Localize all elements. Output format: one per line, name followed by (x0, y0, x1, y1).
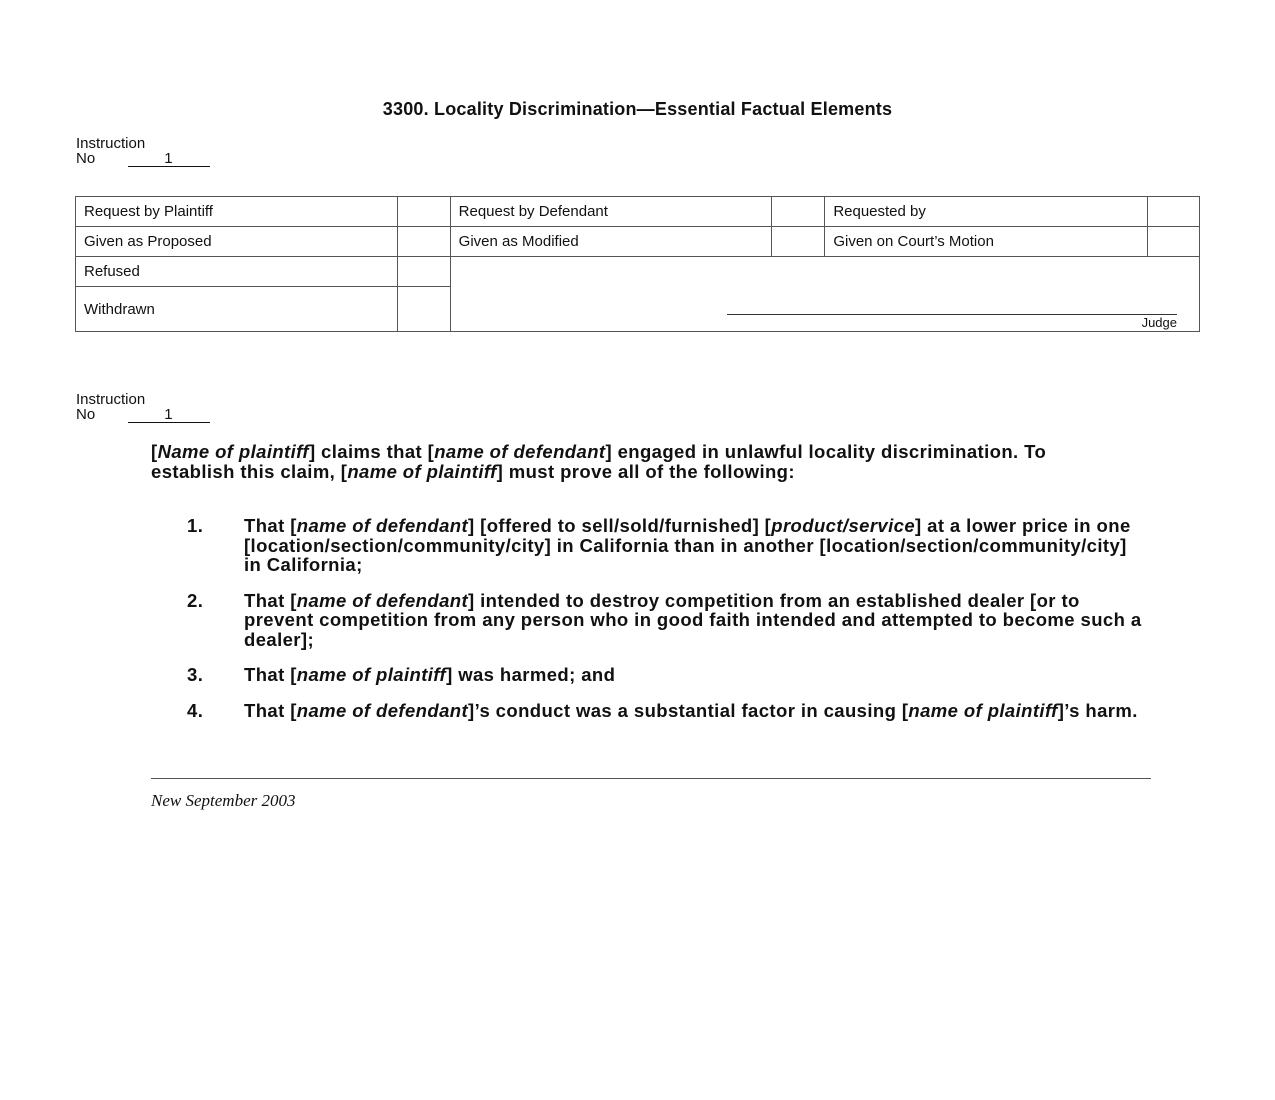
item-placeholder: name of defendant (296, 515, 469, 536)
intro-text: ] must prove all of the following: (496, 460, 795, 482)
item-text-part: ] intended to destroy competition from an established dealer [or to prevent competition from any person who in good faith intended and attempted to become such a dealer]; (244, 589, 1142, 650)
item-text (244, 516, 1147, 575)
item-text (244, 701, 1147, 721)
list-item (187, 591, 1147, 650)
instruction-number-value: 1 (128, 152, 210, 167)
item-text-part: ]’s conduct was a substantial factor in causing [ (468, 699, 909, 721)
item-text (244, 665, 1147, 685)
refused-box[interactable] (397, 257, 450, 287)
intro-text: ] claims that [ (308, 441, 435, 462)
elements-list (187, 516, 1147, 736)
judge-signature-area (450, 257, 1199, 332)
revision-note: New September 2003 (151, 791, 296, 810)
item-number: 1. (187, 515, 204, 536)
list-item (187, 665, 1147, 685)
given-as-proposed-box[interactable] (397, 227, 450, 257)
instruction-number-block-2 (76, 392, 210, 423)
list-item (187, 516, 1147, 575)
intro-placeholder: name of plaintiff (347, 460, 497, 482)
item-placeholder: name of plaintiff (908, 699, 1058, 721)
withdrawn-label: Withdrawn (76, 287, 398, 332)
intro-placeholder: name of defendant (434, 441, 606, 462)
item-text-part: That [ (244, 664, 297, 685)
request-by-defendant-box[interactable] (772, 197, 825, 227)
item-text-part: ]’s harm. (1057, 699, 1138, 721)
request-by-plaintiff-box[interactable] (397, 197, 450, 227)
requested-by-label: Requested by (825, 197, 1148, 227)
item-text-part: That [ (244, 589, 297, 611)
intro-text: [ (151, 441, 158, 462)
given-on-courts-motion-label: Given on Court’s Motion (825, 227, 1148, 257)
given-as-modified-box[interactable] (772, 227, 825, 257)
item-placeholder: product/service (771, 515, 916, 536)
intro-paragraph (151, 442, 1111, 481)
list-item (187, 701, 1147, 721)
judge-label: Judge (1141, 315, 1177, 330)
item-text-part: That [ (244, 699, 297, 721)
instruction-number-value: 1 (128, 408, 210, 423)
item-text-part: ] was harmed; and (446, 664, 616, 685)
page-title: 3300. Locality Discrimination—Essential Factual Elements (382, 99, 893, 119)
instruction-label: Instruction (76, 391, 146, 408)
no-label: No (76, 150, 96, 167)
item-text-part: ] [offered to sell/sold/furnished] [ (468, 515, 772, 536)
item-text-part: That [ (244, 515, 297, 536)
intro-text: ] engaged in unlawful locality discrimination. To establish this claim, [ (151, 441, 1047, 482)
item-number: 4. (187, 699, 204, 721)
judge-signature-line[interactable] (727, 314, 1177, 315)
given-as-modified-label: Given as Modified (450, 227, 772, 257)
requested-by-box[interactable] (1148, 197, 1200, 227)
request-status-table (75, 196, 1200, 332)
item-placeholder: name of plaintiff (296, 664, 447, 685)
item-text-part: ] at a lower price in one [location/section/community/city] in California than in another [location/section/community/city] in California; (244, 515, 1131, 575)
refused-label: Refused (76, 257, 398, 287)
item-number: 3. (187, 664, 204, 685)
withdrawn-box[interactable] (397, 287, 450, 332)
intro-placeholder: Name of plaintiff (157, 441, 309, 462)
given-as-proposed-label: Given as Proposed (76, 227, 398, 257)
request-by-defendant-label: Request by Defendant (450, 197, 772, 227)
given-on-courts-motion-box[interactable] (1148, 227, 1200, 257)
item-number: 2. (187, 589, 204, 611)
request-by-plaintiff-label: Request by Plaintiff (76, 197, 398, 227)
instruction-number-block (76, 136, 210, 167)
no-label: No (76, 406, 96, 423)
item-placeholder: name of defendant (296, 589, 469, 611)
instruction-label: Instruction (76, 135, 146, 152)
item-placeholder: name of defendant (296, 699, 469, 721)
footer-divider (151, 778, 1151, 779)
item-text (244, 591, 1147, 650)
